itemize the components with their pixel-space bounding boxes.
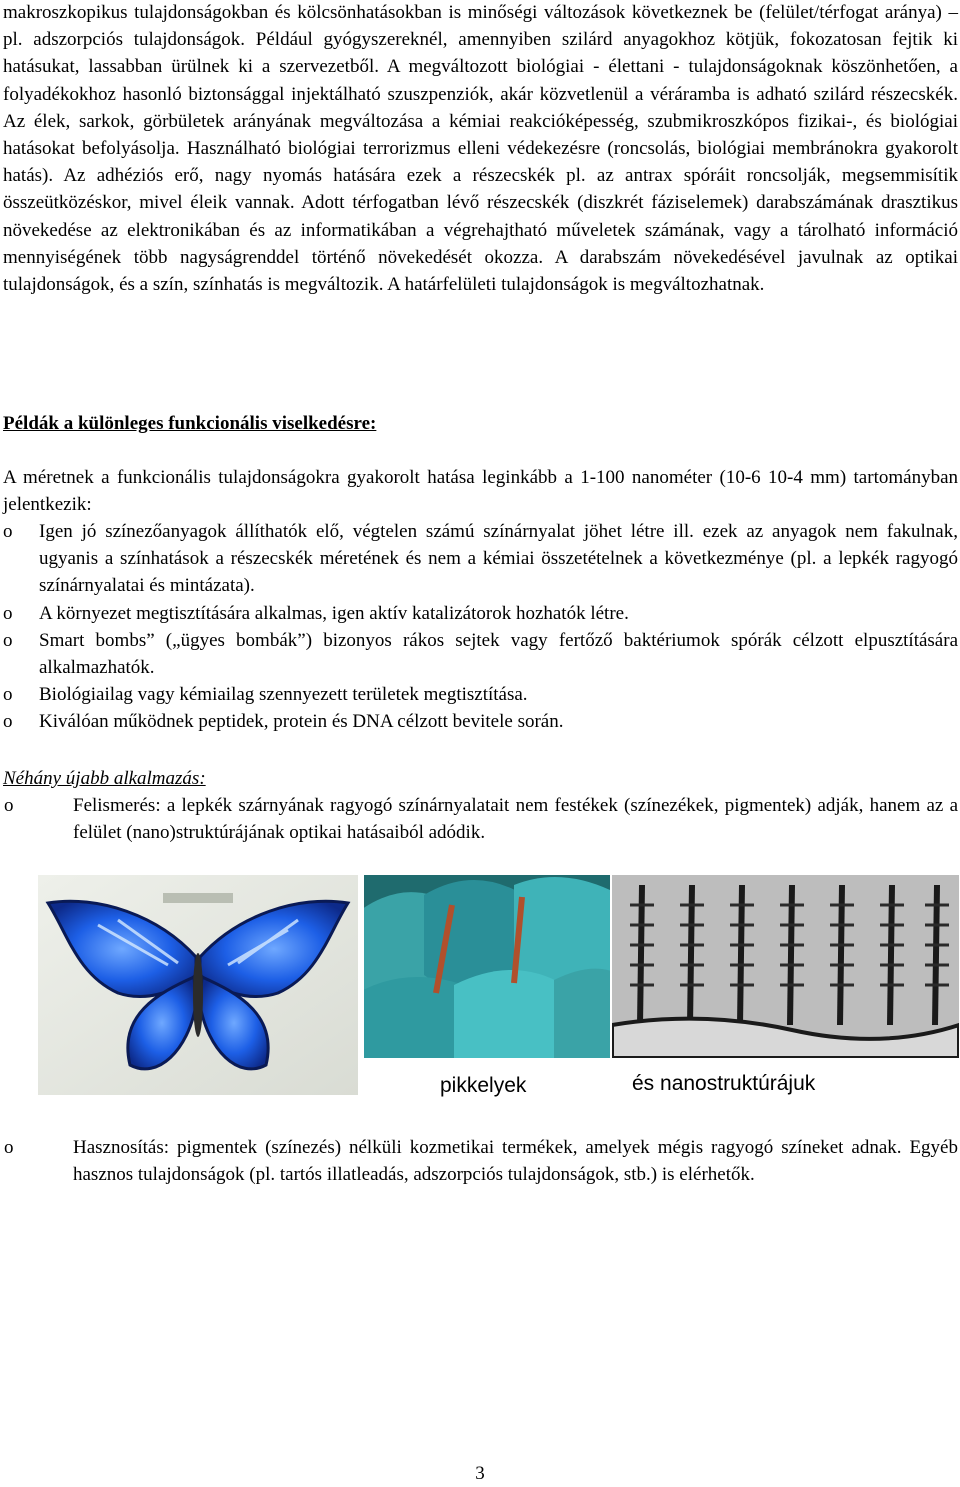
butterfly-image — [38, 875, 358, 1095]
applications-list-1 — [3, 792, 958, 846]
examples-list — [3, 518, 958, 736]
list-item: o Felismerés: a lepkék szárnyának ragyogó színárnyalatait nem festékek (színezékek, pigmentek) adják, hanem az a felület (nano)struktúrájának optikai hatásaiból adódik. — [3, 792, 958, 846]
bullet-marker: o — [3, 521, 13, 542]
page-number: 3 — [475, 1463, 485, 1484]
list-item: o Biológiailag vagy kémiailag szennyezett területek megtisztítása. — [3, 681, 958, 708]
bullet-marker: o — [3, 684, 13, 706]
applications-heading: Néhány újabb alkalmazás: — [3, 768, 206, 789]
list-item: o Hasznosítás: pigmentek (színezés) nélküli kozmetikai termékek, amelyek mégis ragyogó színeket adnak. Egyéb hasznos tulajdonságok (pl. tartós illatleadás, adszorpciós tulajdonságok, stb.) is elérhetők. — [3, 1134, 958, 1188]
bullet-marker: o — [3, 711, 13, 733]
scales-image — [364, 875, 610, 1058]
list-item: o Smart bombs” („ügyes bombák”) bizonyos rákos sejtek vagy fertőző baktériumok spórák célzott elpusztítására alkalmazhatók. — [3, 627, 958, 681]
applications-list-2 — [3, 1134, 958, 1188]
bullet-marker: o — [3, 629, 13, 651]
caption-scales: pikkelyek — [440, 1074, 527, 1097]
list-item: o Igen jó színezőanyagok állíthatók elő, végtelen számú színárnyalat jöhet létre ill. ezek az anyagok nem fakulnak, ugyanis a színhatások a részecskék méretének és nem a kémiai összetételnek a következménye (pl. a lepkék ragyogó színárnyalatai és mintázata). — [3, 518, 958, 600]
nanostructure-image — [612, 875, 959, 1058]
list-item: o Kiválóan működnek peptidek, protein és DNA célzott bevitele során. — [3, 708, 958, 735]
list-item: o A környezet megtisztítására alkalmas, igen aktív katalizátorok hozhatók létre. — [3, 600, 958, 627]
bullet-marker: o — [4, 795, 14, 816]
section-heading: Példák a különleges funkcionális viselkedésre: — [3, 413, 377, 434]
bullet-marker: o — [3, 602, 13, 624]
size-range-paragraph: A méretnek a funkcionális tulajdonságokra gyakorolt hatása leginkább a 1-100 nanométer (10-6 10-4 mm) tartományban jelentkezik: — [3, 467, 958, 516]
caption-nanostructure: és nanostruktúrájuk — [632, 1072, 816, 1095]
intro-paragraph: makroszkopikus tulajdonságokban és kölcsönhatásokban is minőségi változások következnek be (felület/térfogat aránya) – pl. adszorpciós tulajdonságok. Például gyógyszereknél, amennyiben szilárd anyagokhoz kötjük, fokozatosan fejtik ki hatásukat, lassabban ürülnek ki a szervezetből. A megváltozott biológiai - élettani - tulajdonságoknak köszönhetően, a folyadékokhoz hasonló biztonsággal injektálható szuszpenziók, akár közvetlenül a véráramba is adható szilárd részecskék. Az élek, sarkok, görbületek arányának megváltozása a kémiai reakcióképesség, szubmikroszkópos fizikai-, és biológiai hatásokat befolyásolja. Használható biológiai terrorizmus elleni védekezésre (roncsolás, biológiai membránokra gyakorolt hatás). Az adhéziós erő, nagy nyomás hatására ezek a részecskék pl. az antrax spóráit roncsolják, megsemmisítik összeütközéskor, mivel éleik vannak. Adott térfogatban lévő részecskék (diszkrét fáziselemek) darabszámának drasztikus növekedése az elektronikában és az informatikában a végrehajtható műveletek számának, vagy a tárolható információ mennyiségének több nagyságrenddel történő növekedését okozza. A darabszám növekedésével javulnak az optikai tulajdonságok, és a szín, színhatás is megváltozik. A határfelületi tulajdonságok is megváltozhatnak. — [3, 2, 958, 296]
bullet-marker: o — [4, 1137, 14, 1158]
